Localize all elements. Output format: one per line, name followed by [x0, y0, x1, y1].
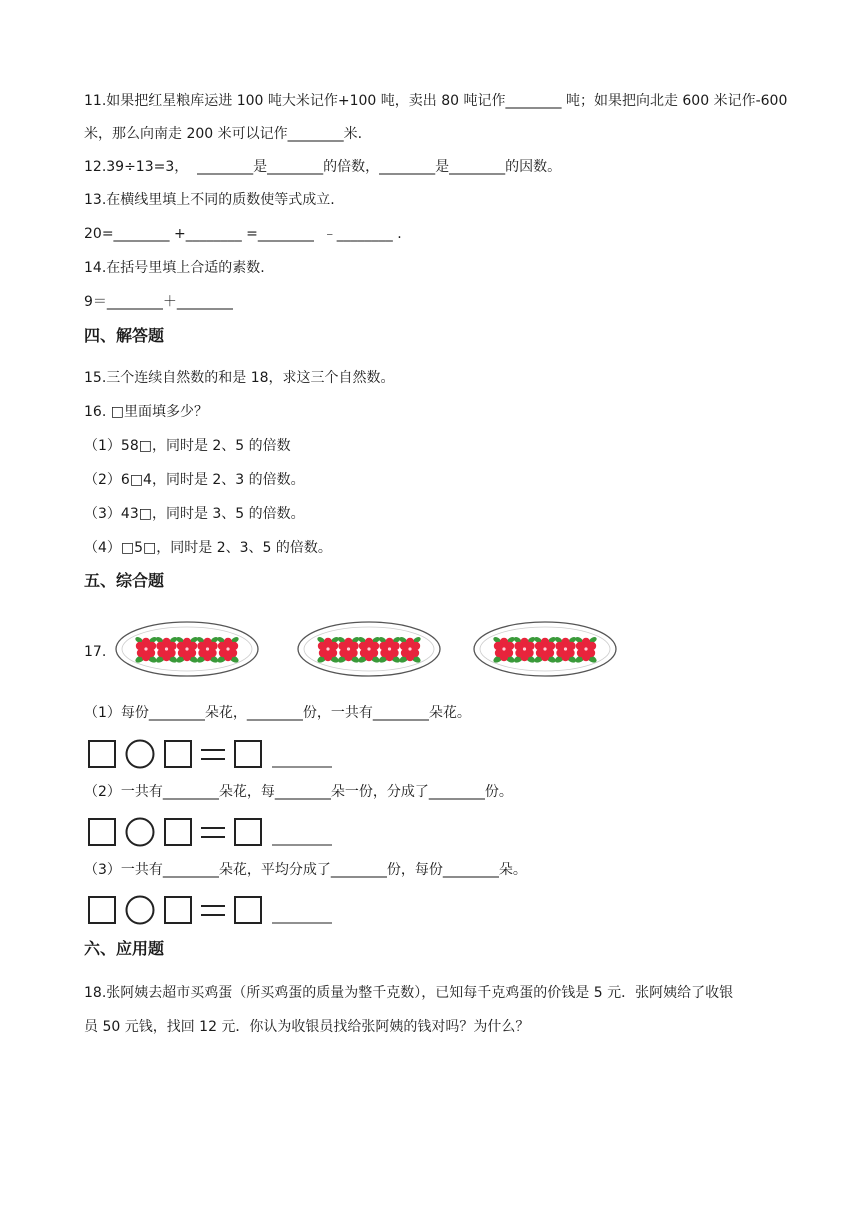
section-4-title: 四、解答题 [84, 326, 165, 345]
question-16-part-3: （3）43□，同时是 3、5 的倍数。 [84, 506, 305, 522]
section-5-title: 五、综合题 [84, 571, 165, 590]
equals-sign-icon [201, 750, 225, 759]
equation-template-row [88, 894, 348, 926]
flower-plates-figure [84, 618, 644, 684]
square-blank-icon [89, 819, 115, 845]
square-blank-icon [89, 897, 115, 923]
question-15: 15.三个连续自然数的和是 18，求这三个自然数。 [84, 370, 395, 386]
square-blank-icon [165, 897, 191, 923]
question-18-line-2: 员 50 元钱，找回 12 元．你认为收银员找给张阿姨的钱对吗？为什么？ [84, 1019, 530, 1035]
question-16: 16. □里面填多少？ [84, 404, 208, 420]
question-18-line-1: 18.张阿姨去超市买鸡蛋（所买鸡蛋的质量为整千克数），已知每千克鸡蛋的价钱是 5 元．张阿姨给了收银 [84, 985, 734, 1001]
question-14: 14.在括号里填上合适的素数. [84, 260, 265, 276]
question-16-part-1: （1）58□，同时是 2、5 的倍数 [84, 438, 291, 454]
question-12: 12.39÷13=3， ________是________的倍数，________是________的因数。 [84, 159, 562, 175]
square-blank-icon [235, 819, 261, 845]
square-blank-icon [165, 819, 191, 845]
circle-operator-blank-icon [127, 897, 154, 924]
equation-template-row [88, 738, 348, 770]
equals-sign-icon [201, 828, 225, 837]
square-blank-icon [235, 897, 261, 923]
flower-plate [114, 620, 260, 678]
question-14-equation: 9＝________＋________ [84, 294, 233, 310]
question-13-equation: 20=________ +________ =________ ﹣________ . [84, 226, 402, 242]
equation-template-row [88, 816, 348, 848]
flower-plate [296, 620, 442, 678]
square-blank-icon [235, 741, 261, 767]
question-13: 13.在横线里填上不同的质数使等式成立. [84, 192, 335, 208]
question-17-part-2: （2）一共有________朵花，每________朵一份，分成了________份。 [84, 784, 513, 800]
question-16-part-2: （2）6□4，同时是 2、3 的倍数。 [84, 472, 305, 488]
question-11-line-2: 米，那么向南走 200 米可以记作________米. [84, 126, 363, 142]
question-11-line-1: 11.如果把红星粮库运进 100 吨大米记作+100 吨，卖出 80 吨记作________ 吨；如果把向北走 600 米记作-600 [84, 93, 788, 109]
square-blank-icon [165, 741, 191, 767]
question-17-part-3: （3）一共有________朵花，平均分成了________份，每份________朵。 [84, 862, 527, 878]
square-blank-icon [89, 741, 115, 767]
question-17-part-1: （1）每份________朵花，________份，一共有________朵花。 [84, 705, 471, 721]
circle-operator-blank-icon [127, 741, 154, 768]
question-16-part-4: （4）□5□，同时是 2、3、5 的倍数。 [84, 540, 332, 556]
equals-sign-icon [201, 906, 225, 915]
section-6-title: 六、应用题 [84, 939, 165, 958]
question-17-label: 17. [84, 644, 107, 660]
circle-operator-blank-icon [127, 819, 154, 846]
flower-plate [472, 620, 618, 678]
